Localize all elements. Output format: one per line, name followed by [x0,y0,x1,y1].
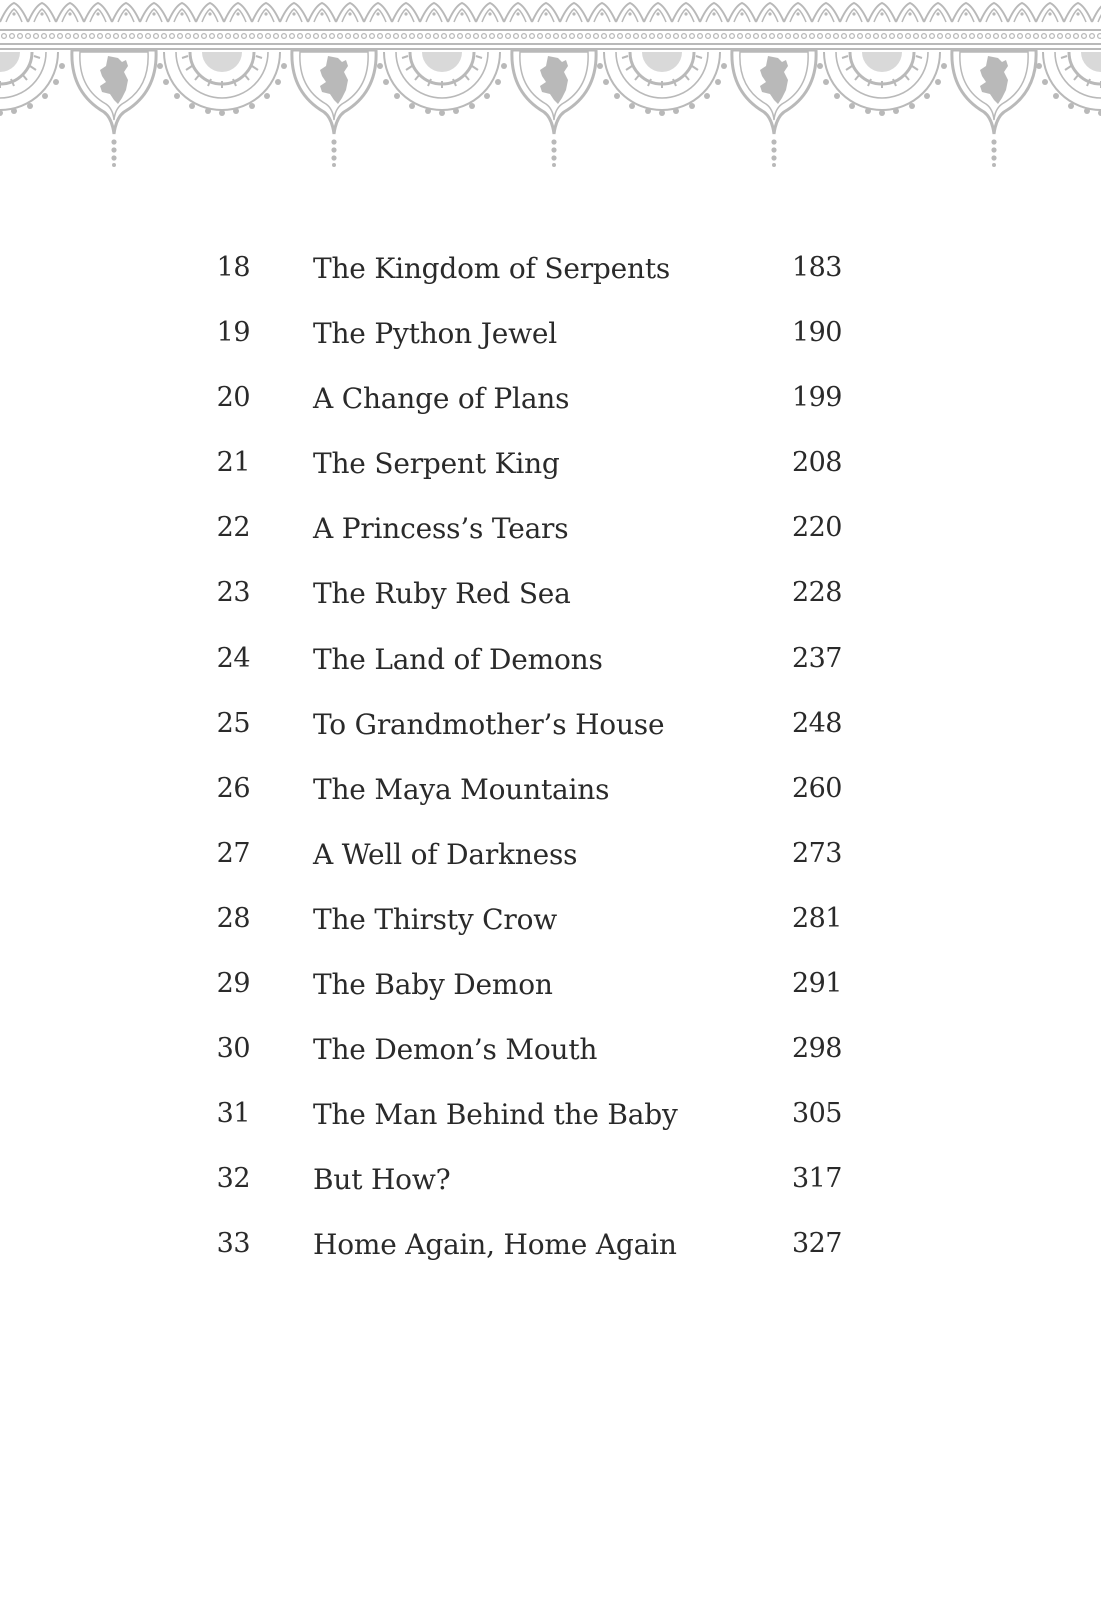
chapter-title[interactable]: Home Again, Home Again [313,1228,677,1262]
chapter-number: 30 [216,1033,250,1065]
chapter-title[interactable]: A Well of Darkness [313,837,578,871]
chapter-number: 26 [216,772,250,804]
chapter-title[interactable]: The Land of Demons [313,642,603,676]
chapter-number: 32 [216,1163,250,1195]
chapter-number: 31 [216,1098,250,1130]
chapter-title[interactable]: The Python Jewel [313,317,558,351]
page-number: 190 [791,317,842,349]
chapter-number: 19 [216,317,250,349]
page-number: 208 [791,447,842,479]
page-number: 183 [791,252,842,283]
page-number: 228 [791,577,842,609]
toc-entry[interactable] [0,830,1101,895]
chapter-number: 28 [216,902,250,934]
chapter-title[interactable]: The Serpent King [313,447,560,481]
toc-entry[interactable] [0,569,1101,634]
page-number: 248 [791,707,842,739]
chapter-title[interactable]: The Man Behind the Baby [313,1098,678,1132]
page-number: 199 [791,382,842,414]
toc-entry[interactable] [0,635,1101,700]
chapter-number: 20 [216,382,250,414]
chapter-number: 23 [216,577,250,609]
page-number: 260 [791,772,842,804]
toc-entry[interactable] [0,960,1101,1025]
toc-entry[interactable] [0,504,1101,569]
chapter-title[interactable]: The Ruby Red Sea [313,577,571,611]
toc-entry[interactable] [0,700,1101,765]
toc-entry[interactable] [0,895,1101,960]
chapter-number: 27 [216,837,250,869]
chapter-number: 22 [216,512,250,544]
chapter-number: 24 [216,642,250,674]
chapter-title[interactable]: The Baby Demon [313,968,553,1002]
page-number: 291 [791,968,842,1000]
toc-entry[interactable] [0,309,1101,374]
toc-entry[interactable] [0,1220,1101,1285]
table-of-contents [0,244,1101,1286]
chapter-number: 25 [216,707,250,739]
toc-entry[interactable] [0,1025,1101,1090]
page-number: 317 [791,1163,842,1195]
chapter-title[interactable]: The Demon’s Mouth [313,1033,598,1067]
chapter-number: 18 [216,252,250,283]
page-number: 281 [791,902,842,934]
chapter-title[interactable]: But How? [313,1163,451,1197]
page-number: 237 [791,642,842,674]
chapter-title[interactable]: The Kingdom of Serpents [313,252,671,285]
toc-entry[interactable] [0,1155,1101,1220]
chapter-title[interactable]: To Grandmother’s House [313,707,665,741]
toc-entry[interactable] [0,439,1101,504]
chapter-title[interactable]: A Princess’s Tears [313,512,569,546]
chapter-number: 21 [216,447,250,479]
chapter-number: 33 [216,1228,250,1260]
chapter-title[interactable]: The Maya Mountains [313,772,610,806]
page-number: 273 [791,837,842,869]
chapter-title[interactable]: A Change of Plans [313,382,570,416]
chapter-number: 29 [216,968,250,1000]
page-number: 327 [791,1228,842,1260]
toc-entry[interactable] [0,244,1101,309]
header-ornament-border [0,0,1101,175]
page-number: 305 [791,1098,842,1130]
page-number: 298 [791,1033,842,1065]
toc-entry[interactable] [0,374,1101,439]
page-number: 220 [791,512,842,544]
toc-entry[interactable] [0,1090,1101,1155]
chapter-title[interactable]: The Thirsty Crow [313,902,558,936]
toc-entry[interactable] [0,765,1101,830]
